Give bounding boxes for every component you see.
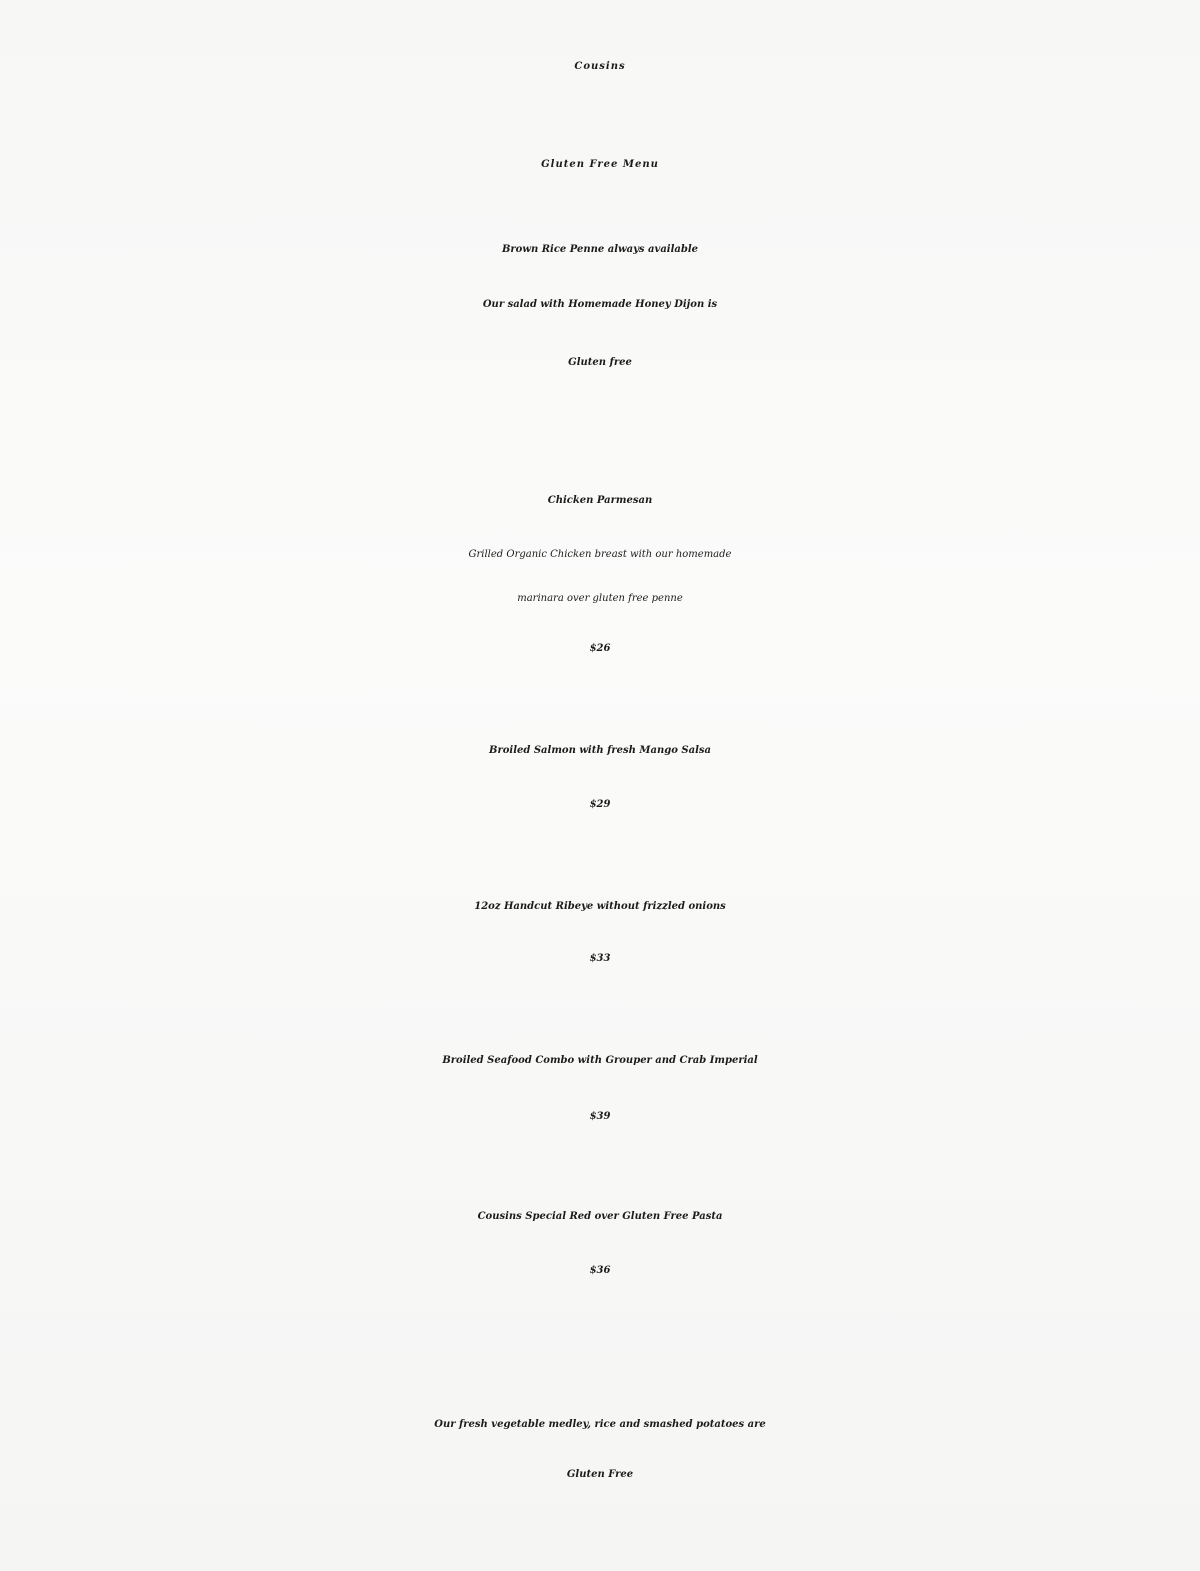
menu-item-price: $39 (589, 1111, 611, 1122)
menu-item-name: Broiled Salmon with fresh Mango Salsa (489, 745, 711, 756)
intro-line-3: Gluten free (568, 357, 632, 368)
intro-line-2: Our salad with Homemade Honey Dijon is (482, 299, 718, 310)
restaurant-name: Cousins (574, 61, 626, 72)
intro-line-1: Brown Rice Penne always available (501, 244, 699, 255)
footer-note-line-2: Gluten Free (566, 1469, 634, 1480)
menu-item-price: $36 (589, 1265, 611, 1276)
menu-item-price: $33 (589, 953, 611, 964)
menu-title: Gluten Free Menu (541, 159, 659, 170)
menu-item-price: $26 (589, 643, 611, 654)
footer-note-line-1: Our fresh vegetable medley, rice and smashed potatoes are (434, 1419, 766, 1430)
menu-item-name: Cousins Special Red over Gluten Free Pasta (477, 1211, 723, 1222)
menu-item-description: marinara over gluten free penne (517, 593, 683, 604)
menu-item-name: 12oz Handcut Ribeye without frizzled onions (474, 901, 726, 912)
menu-item-description: Grilled Organic Chicken breast with our homemade (468, 549, 732, 560)
menu-item-name: Broiled Seafood Combo with Grouper and Crab Imperial (442, 1055, 758, 1066)
menu-item-price: $29 (589, 799, 611, 810)
menu-item-name: Chicken Parmesan (547, 495, 653, 506)
